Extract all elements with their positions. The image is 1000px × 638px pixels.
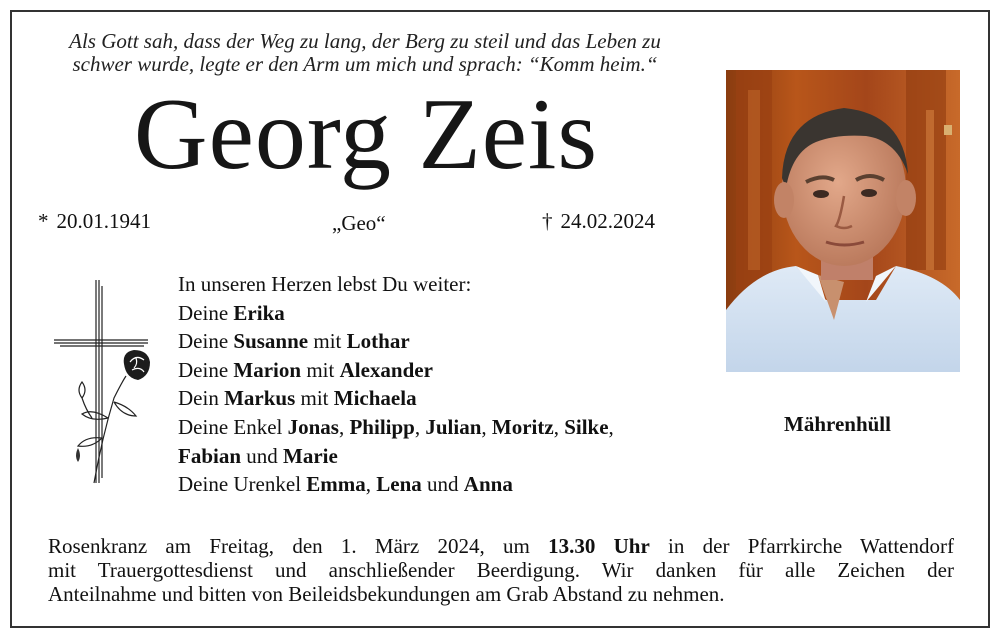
cross-with-rose-icon — [52, 278, 152, 488]
bold-name: Marie — [283, 443, 338, 468]
text-segment: Deine — [178, 300, 234, 325]
bold-name: Moritz — [491, 414, 554, 439]
quote-line: schwer wurde, legte er den Arm um mich und sprach: “Komm heim.“ — [72, 52, 658, 76]
mourner-line — [178, 299, 614, 328]
bold-name: Susanne — [233, 329, 309, 354]
text-segment: Dein — [178, 386, 225, 411]
text-segment: , — [365, 472, 377, 497]
deceased-name: Georg Zeis — [133, 78, 599, 191]
bold-name: 13.30 Uhr — [548, 534, 650, 558]
text-segment: Deine Enkel — [178, 414, 288, 439]
mourner-line — [178, 442, 614, 471]
text-segment: , — [414, 414, 426, 439]
birth-date-value: 20.01.1941 — [56, 209, 151, 233]
mourners-intro: In unseren Herzen lebst Du weiter: — [178, 272, 472, 296]
mourner-line — [178, 384, 614, 413]
bold-name: Marion — [233, 357, 302, 382]
bold-name: Emma — [306, 472, 366, 497]
notice-line — [48, 534, 954, 558]
text-segment: mit Trauergottesdienst und anschließender Beerdigung. Wir danken für alle Zeichen der — [48, 558, 954, 582]
text-segment: und — [421, 472, 464, 497]
mourner-line — [178, 327, 614, 356]
text-segment: mit — [295, 386, 334, 411]
notice-line — [48, 558, 954, 582]
bold-name: Philipp — [349, 414, 415, 439]
text-segment: Anteilnahme und bitten von Beileidsbekundungen am Grab Abstand zu nehmen. — [48, 582, 725, 606]
bold-name: Lena — [376, 472, 422, 497]
service-notice — [48, 534, 954, 606]
bold-name: Julian — [425, 414, 482, 439]
text-segment: , — [481, 414, 492, 439]
notice-line — [48, 582, 954, 606]
mourner-line — [178, 356, 614, 385]
bold-name: Silke — [564, 414, 609, 439]
bold-name: Michaela — [333, 386, 417, 411]
bold-name: Lothar — [346, 329, 410, 354]
text-segment: , — [553, 414, 565, 439]
text-segment: in der Pfarrkirche Wattendorf — [649, 534, 954, 558]
birth-star-icon: * — [38, 209, 49, 233]
text-segment: Deine Urenkel — [178, 472, 307, 497]
text-segment: mit — [301, 357, 340, 382]
text-segment: Rosenkranz am Freitag, den 1. März 2024, um — [48, 534, 549, 558]
bold-name: Jonas — [287, 414, 339, 439]
death-dagger-icon: † — [542, 209, 553, 233]
mourner-line — [178, 470, 614, 499]
text-segment: Deine — [178, 357, 234, 382]
death-date — [542, 209, 655, 234]
nickname: „Geo“ — [332, 211, 386, 235]
quote-line: Als Gott sah, dass der Weg zu lang, der Berg zu steil und das Leben zu — [69, 29, 661, 53]
memorial-quote — [30, 30, 700, 76]
text-segment: , — [608, 414, 614, 439]
bold-name: Markus — [224, 386, 296, 411]
text-segment: mit — [308, 329, 347, 354]
death-date-value: 24.02.2024 — [560, 209, 655, 233]
text-segment: und — [241, 443, 284, 468]
mourner-line — [178, 413, 614, 442]
text-segment: Deine — [178, 329, 234, 354]
bold-name: Fabian — [178, 443, 242, 468]
bold-name: Erika — [233, 300, 285, 325]
bold-name: Anna — [463, 472, 513, 497]
mourners-list — [178, 270, 614, 499]
text-segment: , — [338, 414, 350, 439]
portrait-photo — [726, 70, 960, 372]
bold-name: Alexander — [339, 357, 433, 382]
place-name: Mährenhüll — [784, 412, 891, 436]
birth-date — [38, 209, 151, 234]
